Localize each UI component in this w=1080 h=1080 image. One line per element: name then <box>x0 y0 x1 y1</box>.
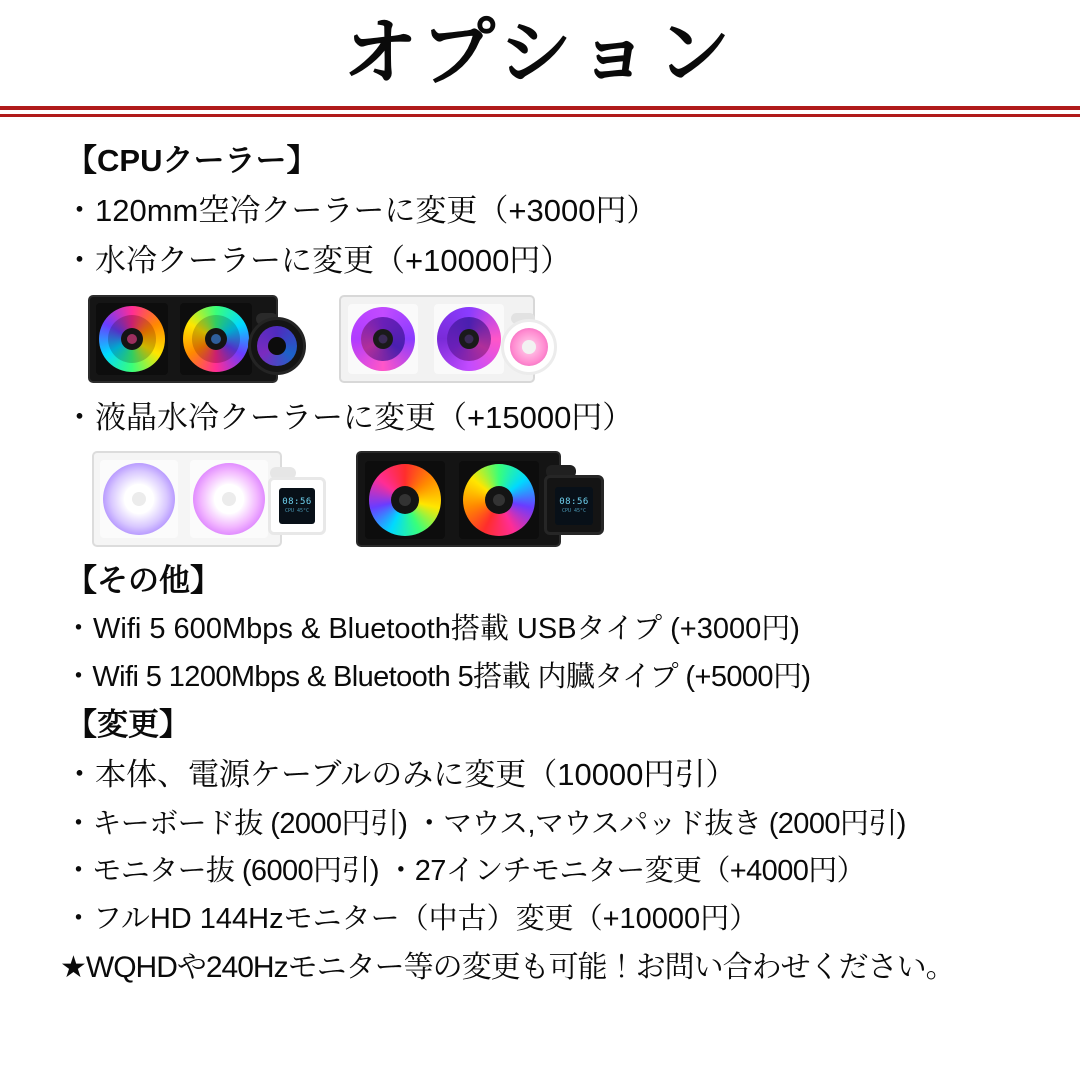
option-lcd-liquid-cooler: ・液晶水冷クーラーに変更（+15000円） <box>64 399 634 435</box>
title-area <box>0 0 1080 106</box>
content <box>0 117 1080 990</box>
white-240mm-aio-cooler <box>339 295 559 385</box>
pump-head <box>501 319 557 375</box>
lcd-sub: CPU 45°C <box>284 508 310 515</box>
option-body-only: ・本体、電源ケーブルのみに変更（10000円引） <box>64 757 737 793</box>
pump-head <box>248 317 306 375</box>
pump-head <box>268 477 326 535</box>
option-wifi5-1200: ・Wifi 5 1200Mbps & Bluetooth 5搭載 内臓タイプ (+5000円) <box>64 660 811 693</box>
image-row-aio <box>88 295 1050 385</box>
fan-left <box>365 461 445 539</box>
pump-lcd-screen <box>555 487 593 525</box>
fan-right <box>180 303 252 375</box>
option-keyboard-mouse: ・キーボード抜 (2000円引) ・マウス,マウスパッド抜き (2000円引) <box>64 807 906 840</box>
fan-right <box>190 460 268 538</box>
option-air-cooler: ・120mm空冷クーラーに変更（+3000円） <box>64 192 658 228</box>
fan-right <box>459 461 539 539</box>
option-wifi5-600: ・Wifi 5 600Mbps & Bluetooth搭載 USBタイプ (+3000円) <box>64 613 800 646</box>
option-liquid-cooler: ・水冷クーラーに変更（+10000円） <box>64 243 572 279</box>
option-fhd-144hz: ・フルHD 144Hzモニター（中古）変更（+10000円） <box>64 902 759 935</box>
white-lcd-aio-cooler <box>92 451 330 549</box>
fan-left <box>96 303 168 375</box>
lcd-sub: CPU 45°C <box>561 508 587 515</box>
black-lcd-aio-cooler <box>356 451 616 549</box>
fan-left <box>100 460 178 538</box>
image-row-lcd-aio <box>92 451 1050 549</box>
section-heading-change: 【変更】 <box>66 707 190 743</box>
page-title: オプション <box>343 11 737 94</box>
black-240mm-aio-cooler <box>88 295 303 385</box>
lcd-clock: 08:56 <box>559 497 589 508</box>
note-other-monitors: ★WQHDや240Hzモニター等の変更も可能！お問い合わせください。 <box>60 951 955 985</box>
pump-head <box>544 475 604 535</box>
fan-right <box>434 304 504 374</box>
fan-left <box>348 304 418 374</box>
lcd-clock: 08:56 <box>282 497 312 508</box>
section-heading-other: 【その他】 <box>66 563 221 599</box>
pump-lcd-screen <box>279 488 315 524</box>
option-monitor: ・モニター抜 (6000円引) ・27インチモニター変更（+4000円） <box>64 855 866 888</box>
section-heading-cpu-cooler: 【CPUクーラー】 <box>66 143 318 178</box>
